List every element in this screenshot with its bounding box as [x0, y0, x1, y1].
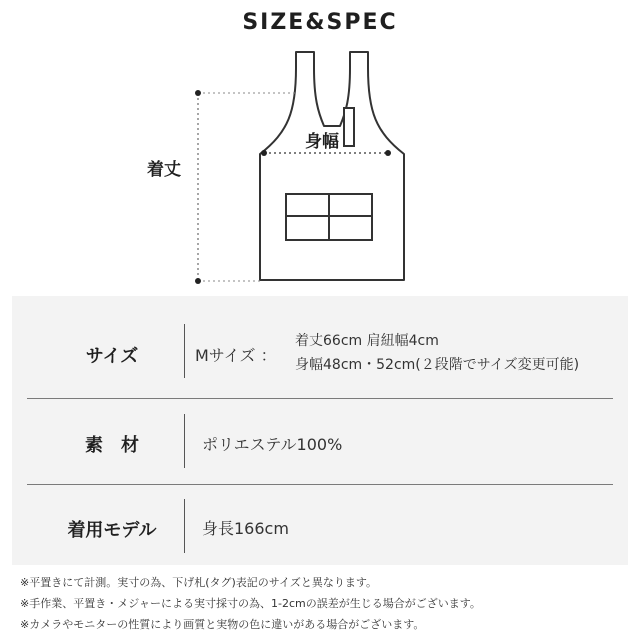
apron-outline [260, 52, 404, 280]
width-measure-dot-right [385, 150, 391, 156]
size-line-2: 身幅48cm・52cm(２段階でサイズ変更可能) [295, 357, 580, 373]
size-row-label: サイズ [85, 346, 139, 367]
page-title: SIZE&SPEC [242, 10, 398, 35]
model-row-divider [184, 499, 185, 553]
notes [20, 572, 630, 635]
model-row-label: 着用モデル [67, 520, 157, 541]
row-separator-2 [27, 484, 613, 485]
length-measure-dot-bottom [195, 278, 201, 284]
material-row-divider [184, 414, 185, 468]
row-separator-1 [27, 398, 613, 399]
model-value: 身長166cm [202, 519, 289, 538]
note-color: ※カメラやモニターの性質により画質と実物の色に違いがある場合がございます。 [20, 618, 425, 631]
size-row-divider [184, 324, 185, 378]
width-measure-dot-left [261, 150, 267, 156]
size-line-1: 着丈66cm 肩紐幅4cm [295, 333, 439, 349]
material-value: ポリエステル100% [202, 435, 343, 454]
apron-size-diagram [0, 0, 640, 300]
spec-table [12, 296, 628, 565]
length-measure-dot-top [195, 90, 201, 96]
size-prefix: Mサイズ ： [195, 346, 277, 365]
strap-buckle [344, 108, 354, 146]
note-measurement: ※平置きにて計測。実寸の為、下げ札(タグ)表記のサイズと異なります。 [20, 576, 378, 589]
note-tolerance: ※手作業、平置き・メジャーによる実寸採寸の為、1-2cmの誤差が生じる場合がございます。 [20, 597, 481, 610]
length-label: 着丈 [147, 160, 181, 180]
material-row-label: 素 材 [85, 435, 139, 456]
width-label: 身幅 [305, 132, 339, 152]
